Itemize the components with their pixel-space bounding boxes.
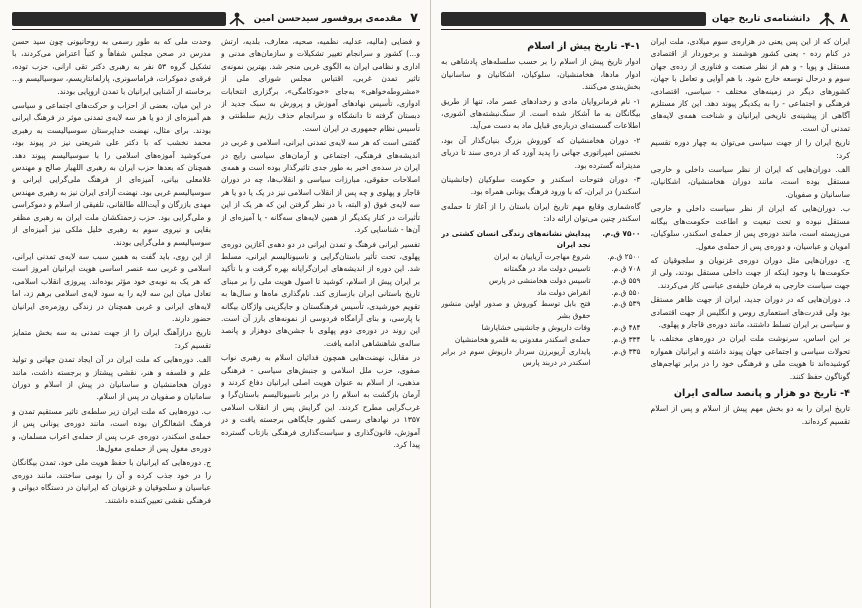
paragraph: ج. دوران‌هایی مثل دوران دوره‌ی غزنویان و سلجوقیان که حکومت‌ها با وجود اینکه از جهت داخلی مستقل بودند، ولی از جهت سیاست خارجی به فرمان خلیفه‌ی عباسی کار می‌کردند. <box>650 255 850 290</box>
timeline-date: ۷۵۰۰ ق.م. <box>602 228 641 238</box>
book-logo-icon <box>816 10 838 28</box>
timeline-row <box>441 287 641 299</box>
timeline-date: ۵۵۹ ق.م. <box>611 275 641 285</box>
paragraph: ب. دوران‌هایی که ایران از نظر سیاست داخلی و خارجی مستقل نبوده و تحت تبعیت و اطاعت حکومت‌های بیگانه می‌زیسته است، مانند دوره‌ی پس از حمله‌ی اسکندر، سلوکیان، امویان و عباسیان، و دوره‌ی پس از حمله‌ی مغول. <box>650 204 850 251</box>
header-bar <box>441 12 706 26</box>
timeline-date: ۳۳۴ ق.م. <box>611 334 641 344</box>
paragraph: و فضایی (مالیه، عدلیه، نظمیه، صحیه، معارف، بلدیه، ارتش و...) کشور و سرانجام تغییر تشکیلات و سازمان‌های مدنی و اداری و نظامی ایران به الگوی غربی منجر شد. بهترین نمونه‌ی تاثیر تمدن غربی، اقتباس مجلس شورای ملی از «مشروطه‌خواهی» به‌جای «خودکامگی»، برگزاری انتخابات ادواری، تأسیس نهادهای آموزش و پرورش به سبک جدید از دبستان گرفته تا دانشگاه و سرانجام حذف رژیم سلطنتی و تأسیس نظام جمهوری در ایران است. <box>221 37 420 133</box>
timeline-row <box>441 275 641 287</box>
column-right <box>651 36 851 600</box>
timeline-row <box>441 322 641 334</box>
left-page-header <box>12 8 420 30</box>
paragraph: تفسیر ایرانی فرهنگ و تمدن ایرانی در دو دهه‌ی آغازین دوره‌ی پهلوی، تحت تأثیر باستان‌گرایی و ناسیونالیسم ایرانی، مسلط شد. این دوره از اندیشه‌های ایران‌گرایانه بهره گرفت و با تأکید بر ایران پیش از اسلام، کوشید تا اصول هویت ملی را بر مبنای تاریخ باستانی ایران بازسازی کند. نام‌گذاری ماه‌ها و سال‌ها به تقویم خورشیدی، تأسیس فرهنگستان و جایگزینی واژگان بیگانه با پارسی، و بنای آرامگاه فردوسی از نمونه‌های بارز آن است. این روند در دوره‌ی دوم پهلوی با جشن‌های دوهزار و پانصد ساله‌ی شاهنشاهی ادامه یافت. <box>221 239 420 348</box>
paragraph: تاریخ ایران را به دو بخش مهم پیش از اسلام و پس از اسلام تقسیم کرده‌اند. <box>650 404 850 426</box>
timeline-event: وفات داریوش و جانشینی خشایارشا <box>481 323 591 333</box>
paragraph: ۳- دوران فتوحات اسکندر و حکومت سلوکیان (جانشینان اسکندر) در ایران، که با ورود فرهنگ یونانی همراه بود. <box>441 175 641 197</box>
timeline-table <box>441 228 641 370</box>
timeline-row <box>441 334 641 346</box>
timeline-row <box>441 298 641 322</box>
timeline-row <box>441 251 641 263</box>
paragraph: در مقابل، نهضت‌هایی همچون فدائیان اسلام به رهبری نواب صفوی، حزب ملل اسلامی و جنبش‌های سیاسی - فرهنگی مذهبی، از اسلام به عنوان هویت اصلی ایرانیان دفاع کردند و آرمان بازگشت به اسلام را در برابر ناسیونالیسم باستان‌گرا و غرب‌گرایی مطرح کردند. این گرایش پس از انقلاب اسلامی ۱۳۵۷ در نهادهای رسمی کشور جایگاهی برجسته یافت و در آموزش، قانون‌گذاری و سیاست‌گذاری فرهنگی بازتاب گسترده پیدا کرد. <box>221 353 420 449</box>
timeline-date: ۷۰۸ ق.م. <box>611 264 641 274</box>
timeline-date: ۵۳۹ ق.م. <box>611 299 641 309</box>
timeline-event: شروع مهاجرت آریاییان به ایران <box>494 252 591 262</box>
paragraph: ب. دوره‌هایی که ملت ایران زیر سلطه‌ی تاثیر مستقیم تمدن و فرهنگ اشغالگران بوده است، مانند دوره‌ی یونانی پس از حمله‌ی اسکندر، دوره‌ی عرب پس از حمله‌ی اعراب مسلمان، و دوره‌ی مغول پس از حمله‌ی مغول‌ها. <box>12 406 211 453</box>
right-page-header <box>441 8 850 30</box>
timeline-event: پایداری آریوبرزن سردار داریوش سوم در برابر اسکندر در دربند پارس <box>441 346 591 368</box>
timeline-date: ۴۸۴ ق.م. <box>611 323 641 333</box>
column-right <box>221 36 420 600</box>
paragraph: ۱- نام فرمانروایان مادی و رخدادهای عصر ماد، تنها از طریق بیگانگان به ما آشکار شده است. از سنگ‌نبشته‌های آشوری، اطلاعات گسسته‌ای درباره‌ی قبایل ماد به دست می‌آید. <box>441 96 641 131</box>
timeline-date: ۵۵۰ ق.م. <box>611 287 641 297</box>
timeline-event: انقراض دولت ماد <box>537 287 591 297</box>
paragraph: الف. دوره‌هایی که ملت ایران در آن ایجاد تمدن جهانی و تولید علم و فلسفه و هنر، نقشی پیشتاز و برجسته داشت، مانند دوران هخامنشیان و ساسانیان در پیش از اسلام و دوران سامانیان و صفویان در پس از اسلام. <box>12 355 211 402</box>
column-left <box>441 36 641 600</box>
timeline-row <box>441 346 641 370</box>
paragraph: ایران که از این پس یعنی در هزاره‌ی سوم میلادی، ملت ایران در کنام رده - یعنی کشور هوشمند و برخوردار از اقتصادی مستقل و پویا - و هم از نظر صنعت و فناوری از رده‌ی جهان سوم و درحال توسعه خارج شود. با هم آوایی و تعامل با جهان، کشورهای دیگر در زمینه‌های مختلف - سیاسی، اقتصادی، فرهنگی و اجتماعی - را به یکدیگر پیوند دهد. این کار مستلزم آگاهی از پیشینه‌ی تاریخی ایرانیان و شناخت همه‌ی لایه‌های تمدنی آن است. <box>650 37 850 133</box>
running-title: دانشنامه‌ی تاریخ جهان <box>711 13 811 24</box>
paragraph: ج. دوره‌هایی که ایرانیان با حفظ هویت ملی خود، تمدن بیگانگان را در خود جذب کرده و آن را بومی ساختند، مانند دوره‌ی عباسیان و سلجوقیان و غزنویان که ایرانیان در دستگاه دیوانی و فرهنگی نقشی تعیین‌کننده داشتند. <box>12 458 211 505</box>
header-bar <box>12 12 226 26</box>
page-number: ۸ <box>840 11 848 26</box>
timeline-date: ۳۳۵ ق.م. <box>611 346 641 356</box>
paragraph: الف. دوران‌هایی که ایران از نظر سیاست داخلی و خارجی مستقل بوده است، مانند دوران هخامنشیان، اشکانیان، ساسانیان و صفویان. <box>650 165 850 199</box>
timeline-event: تاسیس دولت هخامنشی در پارس <box>488 275 591 285</box>
paragraph: گاه‌شماری وقایع مهم تاریخ ایران باستان را از آغاز تا حمله‌ی اسکندر چنین می‌توان ارائه داد: <box>441 201 641 224</box>
timeline-event: پیدایش نشانه‌های زندگی انسان کشتی در نجد ایران <box>441 228 591 250</box>
timeline-row <box>441 263 641 275</box>
page-number: ۷ <box>410 11 418 26</box>
paragraph: ادوار تاریخ پیش از اسلام را بر حسب سلسله‌های پادشاهی به ادوار ماد‌ها، هخامنشیان، سلوکیان، اشکانیان و ساسانیان بخش‌بندی می‌کنند. <box>441 57 641 92</box>
timeline-event: تاسیس دولت ماد در هگمتانه <box>503 264 591 274</box>
book-logo-icon <box>226 10 248 28</box>
timeline-date: ۲۵۰۰ ق.م. <box>607 252 641 262</box>
right-page <box>431 0 862 608</box>
left-page-columns <box>12 36 420 600</box>
paragraph: ۲- دوران هخامنشیان که کوروش بزرگ بنیان‌گذار آن بود، نخستین امپراتوری جهانی را پدید آورد که از دره‌ی سند تا دریای مدیترانه گسترده بود. <box>441 135 641 170</box>
section-heading: ۴-۱- تاریخ پیش از اسلام <box>527 41 641 52</box>
paragraph: از این روی، باید گفت به همین سبب سه لایه‌ی تمدنی ایرانی، اسلامی و غربی سه عنصر اساسی هویت ایرانیان امروز است که هر یک به نوبه‌ی خود مؤثر بوده‌اند. پیروزی انقلاب اسلامی، تعادل میان این سه لایه را به سود لایه‌ی اسلامی برهم زد، اما لایه‌های ایرانی و غربی همچنان در زندگی روزمره‌ی ایرانیان حضور دارند. <box>12 251 211 323</box>
column-left <box>12 36 211 600</box>
timeline-row <box>441 228 641 252</box>
timeline-event: حمله‌ی اسکندر مقدونی به قلمرو هخامنشیان <box>454 334 591 344</box>
right-page-columns <box>441 36 850 600</box>
paragraph: بر این اساس، سرنوشت ملت ایران در دوره‌های مختلف، با تحولات سیاسی و اجتماعی جهان پیوند داشته و ایرانیان همواره کوشیده‌اند تا هویت ملی و فرهنگی خود را در برابر تهاجم‌های گوناگون حفظ کنند. <box>650 334 850 381</box>
paragraph: تاریخ درازآهنگ ایران را از جهت تمدنی به سه بخش متمایز تقسیم کرد: <box>12 328 211 350</box>
timeline-event: فتح بابل توسط کوروش و صدور اولین منشور حقوق بشر <box>441 299 591 321</box>
paragraph: تاریخ ایران را از جهت سیاسی می‌توان به چهار دوره تقسیم کرد: <box>650 138 850 160</box>
paragraph: وحدت ملی که به طور رسمی به روحانیونی چون سید حسن مدرس در صحن مجلس شفاهاً و کتباً اعتراض می‌کردند، با تشکیل گروه ۵۳ نفر به رهبری دکتر تقی ارانی، حزب توده، فرقه‌ی دموکرات، فراماسونری، پارلمانتاریسم، سوسیالیسم و... برخاسته از آشنایی ایرانیان با تمدن اروپایی بودند. <box>12 37 211 96</box>
running-title: مقدمه‌ی پروفسور سیدحسن امین <box>253 13 403 24</box>
paragraph: د. دوران‌هایی که در دوران جدید، ایران از جهت ظاهر مستقل بود ولی قدرت‌های استعماری روس و انگلیس از جهت اقتصادی و سیاسی بر ایران تسلط داشتند، مانند دوره‌ی قاجار و پهلوی. <box>650 295 850 329</box>
paragraph: گفتنی است که هر سه لایه‌ی تمدنی ایرانی، اسلامی و غربی در اندیشه‌های فرهنگی، اجتماعی و آرمان‌های سیاسی رایج در ایران در سده‌ی اخیر به طور جدی تاثیرگذار بوده است و همه‌ی اصلاحات حقوقی، مبارزات سیاسی و انقلاب‌ها، چه در دوران قاجار و پهلوی و چه پس از انقلاب اسلامی نیز در یک یا دو یا هر سه لایه‌ی فوق (و البته، با در نظر گرفتن این که هر یک از این تأثیرات در کنار یکدیگر از همین لایه‌های سه‌گانه - یا آمیزه‌ای از آن‌ها - شناسایی کرد. <box>221 138 420 235</box>
section-heading: ۴- تاریخ دو هزار و پانصد ساله‌ی ایران <box>673 387 850 399</box>
paragraph: در این میان، بعضی از احزاب و حرکت‌های اجتماعی و سیاسی هم آمیزه‌ای از دو یا هر سه لایه‌ی تمدنی موثر در فرهنگ ایرانی بودند. برای مثال، نهضت خداپرستان سوسیالیست به رهبری محمد نخشب که با دکتر علی شریعتی نیز در پیوند بود، می‌کوشید آموزه‌های اسلامی را با سوسیالیسم پیوند دهد. همچنان که بعدها حزب ایران به رهبری اللهیار صالح و مهندس غلامعلی بیانی، آمیزه‌ای از فرهنگ ملی‌گرایی ایرانی و سوسیالیسم غربی بود. نهضت آزادی ایران نیز به رهبری مهندس مهدی بازرگان و آیت‌الله طالقانی، تلفیقی از اسلام و دموکراسی و ملی‌گرایی بود. حزب زحمتکشان ملت ایران به رهبری مظفر بقایی و نیروی سوم به رهبری خلیل ملکی نیز آمیزه‌ای از سوسیالیسم و ملی‌گرایی بودند. <box>12 101 211 247</box>
